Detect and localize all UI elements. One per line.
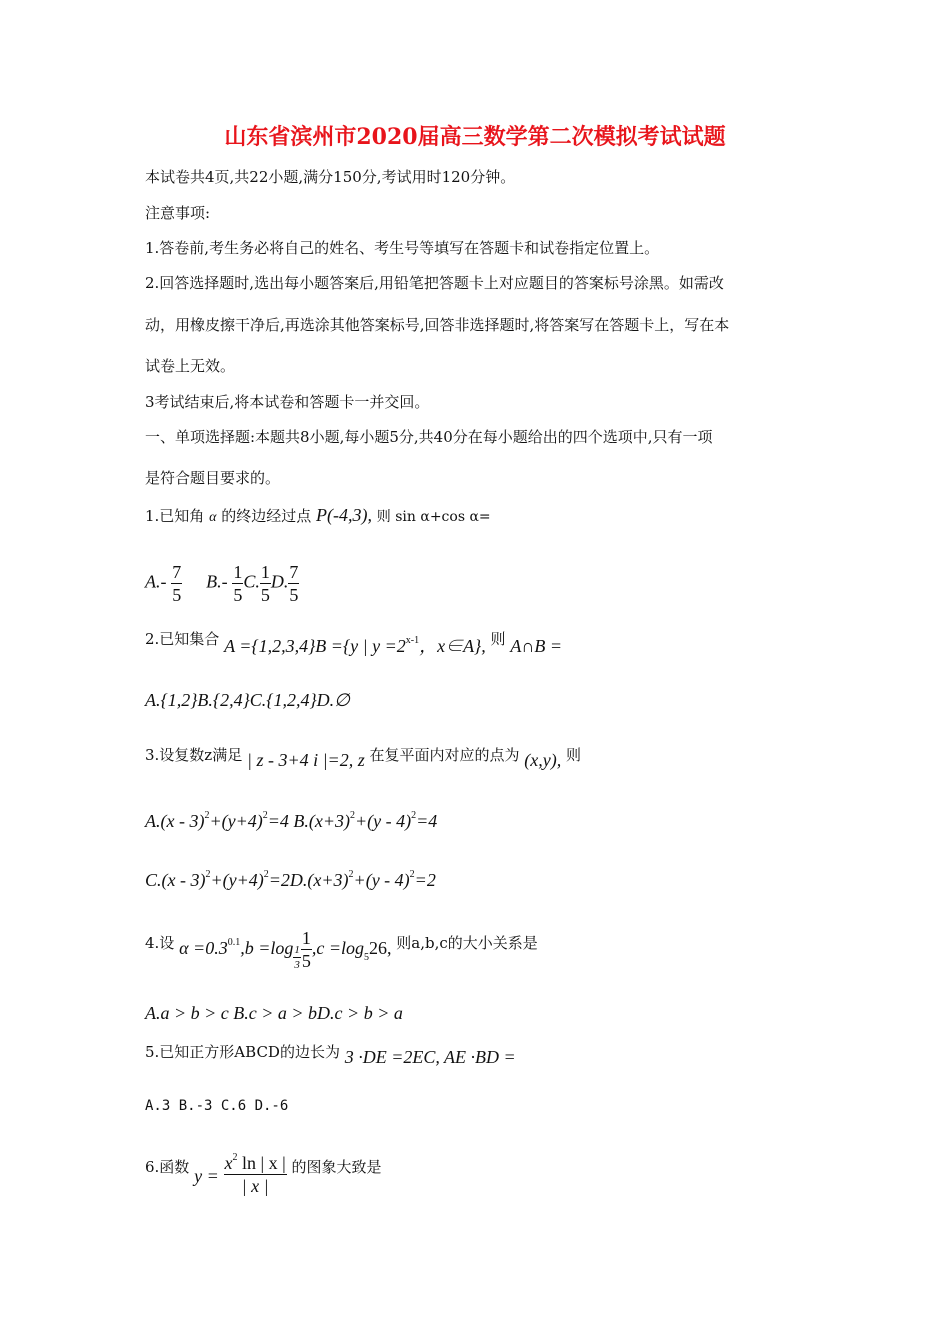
- q3-mid: 在复平面内对应的点为: [369, 746, 520, 764]
- q4-log-base-fraction: $\frac{1}{3}$: [294, 943, 300, 971]
- question-1: [145, 505, 491, 526]
- question-3: [145, 744, 582, 770]
- q3-condition: | z - 3+4 i |=2, z: [247, 750, 365, 770]
- q5-options: A.3 B.-3 C.6 D.-6: [145, 1098, 289, 1114]
- q4-c-expression: $,c =\log_526$,: [311, 937, 392, 963]
- q3-options-ab: $A.(x - 3)^2+(y+4)^2=4$ $B.(x+3)^2+(y - 4)^2=4$: [145, 810, 438, 831]
- q6-y: y =: [194, 1166, 219, 1186]
- q1-option-b-label: B.-: [206, 571, 228, 592]
- q5-lead: 5.已知正方形ABCD的边长为: [145, 1043, 340, 1061]
- q2-set-expression: A ={1,2,3,4}B ={y | $y =2^{x-1}$，x∈A},: [224, 635, 486, 656]
- q1-alpha: α: [209, 510, 217, 525]
- question-6: [145, 1148, 382, 1196]
- q1-options: [145, 562, 299, 605]
- q3-point: (x,y),: [524, 750, 562, 770]
- q1-tail: 则 sin α+cos α=: [376, 509, 491, 525]
- q2-options: A.{1,2}B.{2,4}C.{1,2,4}D.∅: [145, 690, 350, 710]
- q2-intersection: A∩B =: [510, 636, 562, 656]
- q3-lead: 3.设复数z满足: [145, 746, 243, 764]
- q6-tail: 的图象大致是: [291, 1158, 382, 1176]
- q2-then: 则: [490, 630, 506, 648]
- question-5: [145, 1041, 516, 1067]
- q1-option-c-label: C.: [243, 571, 260, 592]
- q1-option-a-fraction: $\frac{7}{5}$: [172, 562, 182, 605]
- section-1-line-1: 一、单项选择题:本题共8小题,每小题5分,共40分在每小题给出的四个选项中,只有一项: [145, 428, 713, 446]
- note-2-line-3: 试卷上无效。: [145, 357, 236, 375]
- intro-text: 本试卷共4页,共22小题,满分150分,考试用时120分钟。: [145, 168, 516, 186]
- document-title: 山东省滨州市2020届高三数学第二次模拟考试试题: [224, 124, 726, 150]
- q4-tail: 则a,b,c的大小关系是: [396, 933, 538, 952]
- q1-option-d-fraction: $\frac{7}{5}$: [289, 562, 299, 605]
- note-2-line-2: 动，用橡皮擦干净后,再选涂其他答案标号,回答非选择题时,将答案写在答题卡上，写在本: [145, 316, 730, 334]
- q1-option-a-label: A.-: [145, 571, 167, 592]
- q3-options-cd: $C.(x - 3)^2+(y+4)^2=2D.(x+3)^2+(y - 4)^2=2$: [145, 869, 436, 890]
- section-1-line-2: 是符合题目要求的。: [145, 469, 281, 487]
- q1-mid: 的终边经过点: [221, 507, 312, 525]
- q4-lead: 4.设: [145, 933, 175, 952]
- q6-lead: 6.函数: [145, 1158, 190, 1176]
- q5-expression: 3 ·DE =2EC, AE ·BD =: [344, 1047, 516, 1067]
- q4-a-expression: $\alpha =0.3^{0.1}$: [179, 936, 241, 958]
- q3-then: 则: [566, 746, 582, 764]
- q1-option-d-label: D.: [270, 571, 289, 592]
- note-3: 3考试结束后,将本试卷和答题卡一并交回。: [145, 393, 430, 411]
- q4-b-fraction: $\frac{1}{5}$: [301, 928, 311, 971]
- q1-lead: 1.已知角: [145, 507, 205, 525]
- q1-option-c-fraction: $\frac{1}{5}$: [260, 562, 270, 605]
- question-4: [145, 928, 538, 971]
- q6-function-fraction: $\frac{x^2 \ln | x |}{| x |}$: [224, 1148, 287, 1196]
- notes-heading: 注意事项:: [145, 204, 211, 222]
- q2-lead: 2.已知集合: [145, 630, 220, 648]
- q1-point: P(-4,3),: [316, 505, 373, 525]
- q4-options: A.a > b > c B.c > a > bD.c > b > a: [145, 1003, 403, 1023]
- note-2-line-1: 2.回答选择题时,选出每小题答案后,用铅笔把答题卡上对应题目的答案标号涂黑。如需改: [145, 274, 724, 292]
- question-2: [145, 624, 562, 656]
- note-1: 1.答卷前,考生务必将自己的姓名、考生号等填写在答题卡和试卷指定位置上。: [145, 239, 660, 257]
- q1-option-b-fraction: $\frac{1}{5}$: [233, 562, 243, 605]
- q4-b-expression: ,b =log $\frac{1}{3}$: [240, 937, 300, 971]
